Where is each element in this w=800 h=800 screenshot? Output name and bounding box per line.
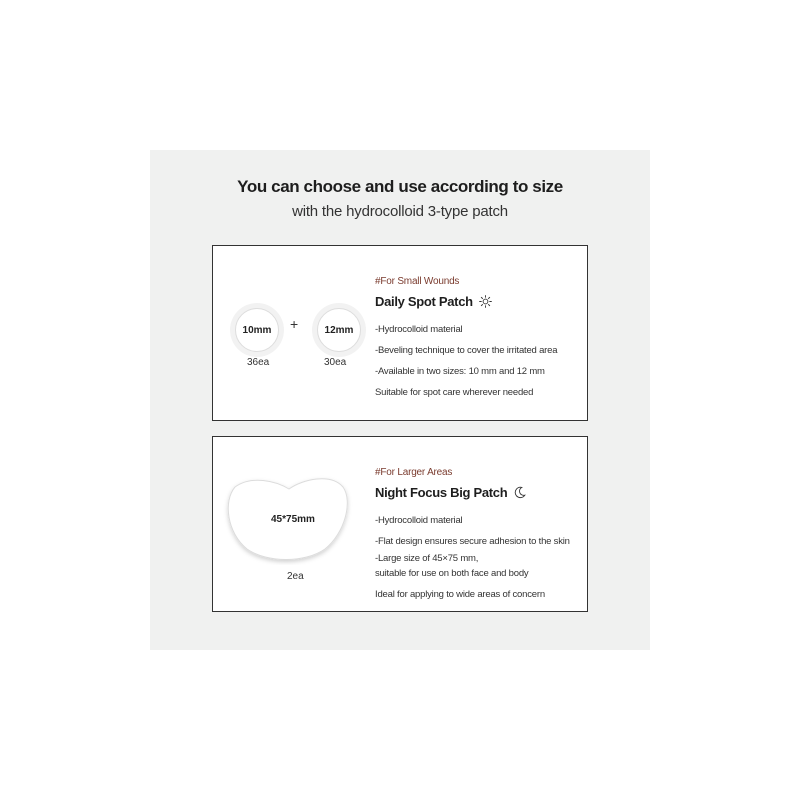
plus-sign: +: [290, 316, 299, 332]
night-focus-patch-title: [375, 485, 526, 500]
night-focus-big-patch-card: [212, 436, 588, 612]
patch-10mm-label: 10mm: [242, 324, 272, 336]
moon-icon: [513, 486, 526, 499]
patch-12mm-disc: [317, 308, 361, 352]
patch-12mm-label: 12mm: [324, 324, 354, 336]
big-patch-size-label: 45*75mm: [271, 514, 315, 525]
headline-secondary: with the hydrocolloid 3-type patch: [292, 203, 508, 220]
sun-icon: [479, 295, 492, 308]
night-focus-patch-title-text: Night Focus Big Patch: [375, 485, 508, 500]
patch-12mm-count: 30ea: [324, 357, 347, 368]
tag-larger-areas: #For Larger Areas: [375, 467, 453, 478]
night-line-1: -Hydrocolloid material: [375, 515, 463, 526]
daily-line-4: Suitable for spot care wherever needed: [375, 387, 534, 398]
night-line-5: Ideal for applying to wide areas of concern: [375, 589, 545, 600]
daily-line-2: -Beveling technique to cover the irritated area: [375, 345, 558, 356]
daily-line-3: -Available in two sizes: 10 mm and 12 mm: [375, 366, 545, 377]
patch-10mm-count: 36ea: [247, 357, 270, 368]
daily-line-1: -Hydrocolloid material: [375, 324, 463, 335]
content-panel: [150, 150, 650, 650]
daily-spot-patch-card: [212, 245, 588, 421]
headline-primary: You can choose and use according to size: [237, 177, 563, 196]
patch-10mm-disc: [235, 308, 279, 352]
daily-spot-patch-title-text: Daily Spot Patch: [375, 294, 473, 309]
night-line-3: -Large size of 45×75 mm,: [375, 553, 479, 564]
big-patch-count: 2ea: [287, 571, 304, 582]
tag-small-wounds: #For Small Wounds: [375, 276, 460, 287]
daily-spot-patch-title: [375, 294, 492, 309]
night-line-4: suitable for use on both face and body: [375, 568, 529, 579]
night-line-2: -Flat design ensures secure adhesion to the skin: [375, 536, 570, 547]
